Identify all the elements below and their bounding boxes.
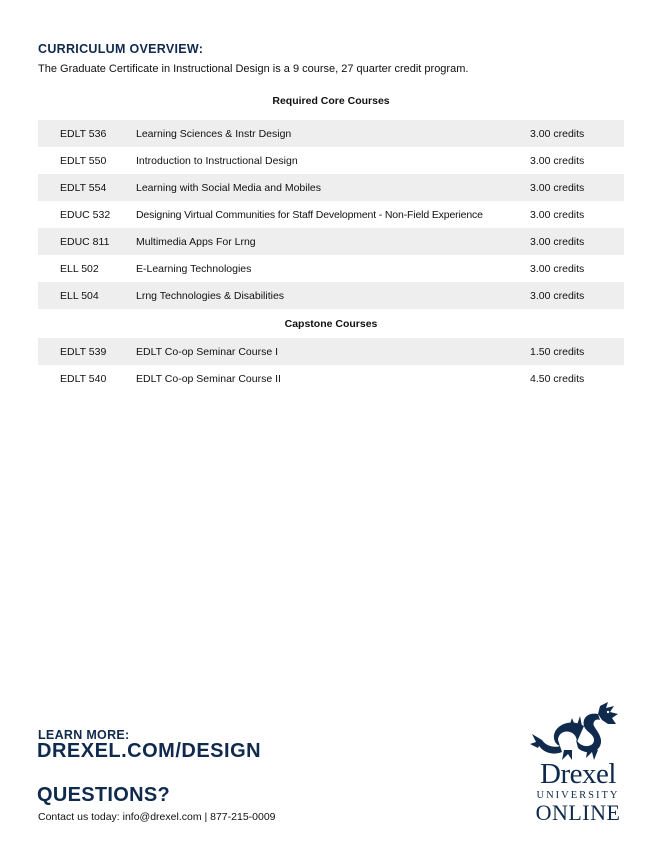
course-code: EDLT 540 — [60, 372, 107, 385]
course-title: Lrng Technologies & Disabilities — [136, 289, 285, 302]
core-courses-heading: Required Core Courses — [272, 95, 390, 107]
curriculum-overview-title: CURRICULUM OVERVIEW: — [38, 42, 204, 56]
table-row — [38, 228, 624, 255]
capstone-courses-table — [38, 338, 624, 392]
logo-wordmark: Drexel — [540, 758, 616, 790]
capstone-courses-heading: Capstone Courses — [284, 318, 378, 330]
table-row — [38, 282, 624, 309]
table-row — [38, 255, 624, 282]
table-row — [38, 201, 624, 228]
course-title: Introduction to Instructional Design — [136, 154, 298, 167]
learn-more-label: LEARN MORE: — [38, 728, 130, 742]
course-code: EDUC 811 — [60, 235, 110, 248]
course-title: Multimedia Apps For Lrng — [136, 235, 256, 248]
course-code: ELL 504 — [60, 289, 99, 302]
table-row — [38, 174, 624, 201]
questions-heading: QUESTIONS? — [37, 784, 171, 806]
course-code: EDLT 554 — [60, 181, 107, 194]
course-title: Learning with Social Media and Mobiles — [136, 181, 322, 194]
course-code: EDLT 550 — [60, 154, 107, 167]
course-credits: 1.50 credits — [530, 345, 585, 358]
logo-online: ONLINE — [535, 800, 621, 825]
program-description: The Graduate Certificate in Instructional Design is a 9 course, 27 quarter credit program. — [38, 63, 469, 75]
course-credits: 3.00 credits — [530, 208, 585, 221]
course-credits: 3.00 credits — [530, 154, 585, 167]
course-code: EDUC 532 — [60, 208, 111, 221]
course-credits: 3.00 credits — [530, 235, 585, 248]
course-code: ELL 502 — [60, 262, 99, 275]
table-row — [38, 365, 624, 392]
contact-info: Contact us today: info@drexel.com | 877-215-0009 — [38, 811, 276, 823]
table-row — [38, 338, 624, 365]
learn-more-link[interactable]: DREXEL.COM/DESIGN — [37, 740, 262, 762]
drexel-online-logo — [528, 700, 628, 825]
table-row — [38, 147, 624, 174]
course-title: EDLT Co-op Seminar Course I — [136, 345, 279, 358]
course-credits: 3.00 credits — [530, 262, 585, 275]
course-code: EDLT 536 — [60, 127, 107, 140]
core-courses-table — [38, 120, 624, 309]
course-credits: 3.00 credits — [530, 289, 585, 302]
course-credits: 3.00 credits — [530, 127, 585, 140]
course-title: EDLT Co-op Seminar Course II — [136, 372, 281, 385]
course-credits: 4.50 credits — [530, 372, 585, 385]
course-title: Learning Sciences & Instr Design — [136, 127, 292, 140]
course-credits: 3.00 credits — [530, 181, 585, 194]
table-row — [38, 120, 624, 147]
course-title: E-Learning Technologies — [136, 262, 252, 275]
dragon-icon — [528, 700, 628, 764]
course-code: EDLT 539 — [60, 345, 107, 358]
logo-university: UNIVERSITY — [536, 790, 620, 801]
course-title: Designing Virtual Communities for Staff Development - Non-Field Experience — [136, 208, 483, 221]
